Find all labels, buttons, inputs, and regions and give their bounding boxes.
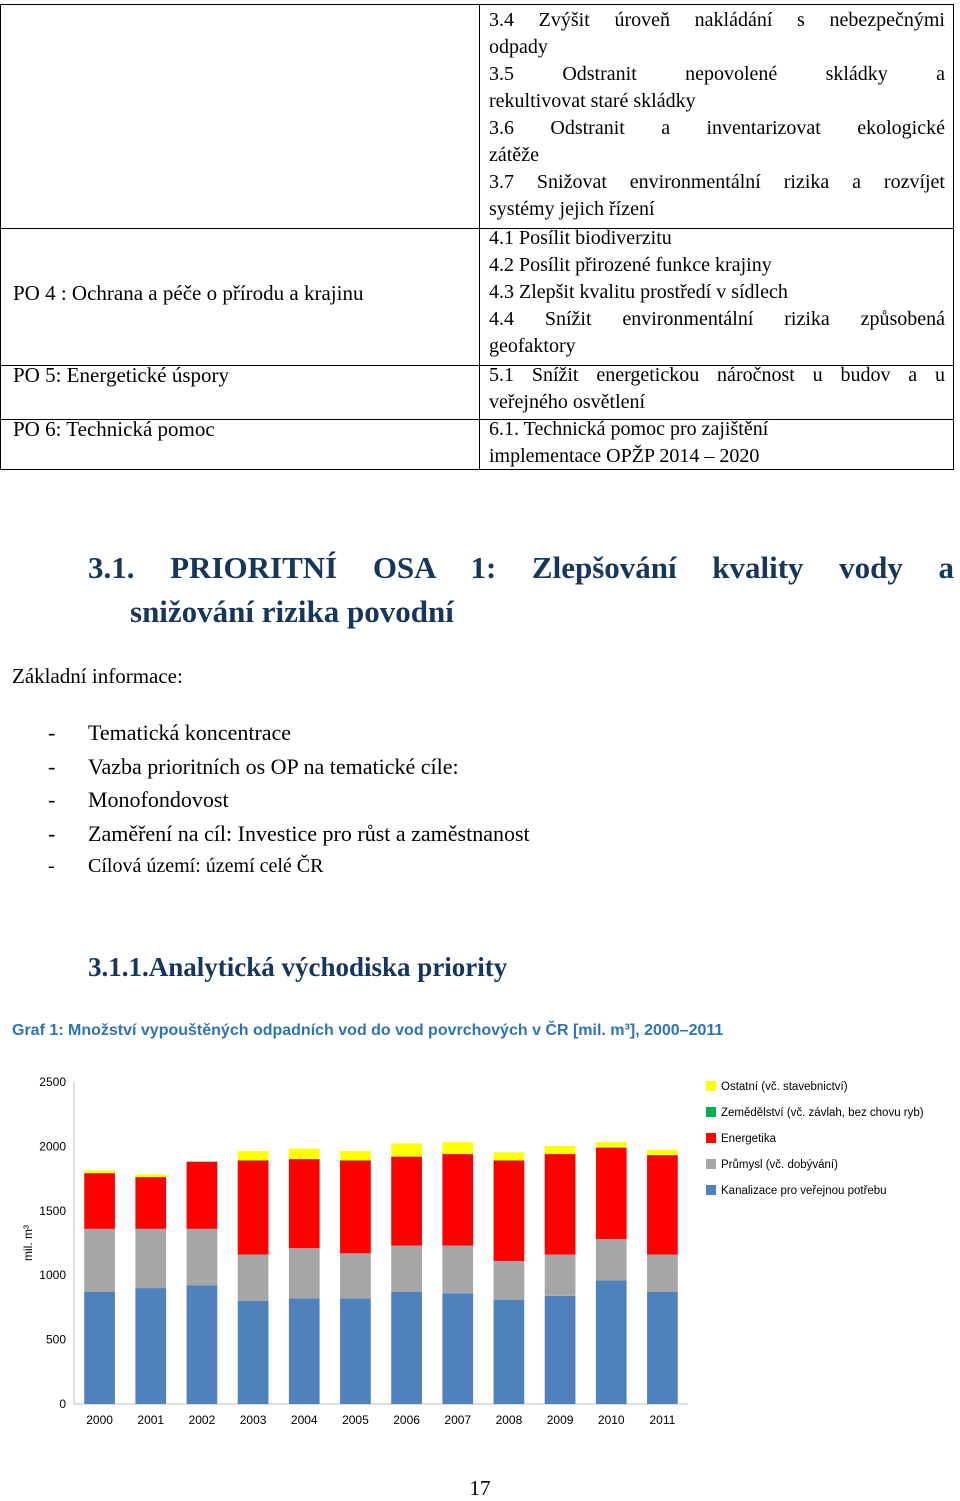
legend-label: Zemědělství (vč. závlah, bez chovu ryb) bbox=[721, 1107, 924, 1119]
bar-segment bbox=[187, 1229, 218, 1286]
bar-segment bbox=[340, 1253, 371, 1298]
bar-segment bbox=[494, 1152, 525, 1160]
section-heading bbox=[88, 546, 954, 634]
bar-segment bbox=[391, 1143, 422, 1156]
bar-segment bbox=[442, 1154, 473, 1245]
bar-segment bbox=[238, 1161, 269, 1255]
legend-label: Ostatní (vč. stavebnictví) bbox=[721, 1081, 848, 1093]
bar-segment bbox=[187, 1162, 218, 1229]
bar-segment bbox=[647, 1155, 678, 1254]
bar-segment bbox=[647, 1150, 678, 1155]
table-cell-line: 3.5 Odstranit nepovolené skládky a bbox=[489, 61, 945, 88]
bar-segment bbox=[596, 1239, 627, 1280]
table-cell-line: geofaktory bbox=[489, 333, 945, 360]
bar-segment bbox=[289, 1149, 320, 1159]
legend-swatch bbox=[706, 1081, 716, 1091]
bar-segment bbox=[340, 1151, 371, 1160]
x-tick-label: 2008 bbox=[496, 1413, 523, 1427]
x-tick-label: 2004 bbox=[291, 1413, 318, 1427]
table-cell-line: systémy jejich řízení bbox=[489, 196, 945, 223]
bar-segment bbox=[596, 1148, 627, 1239]
table-cell-line: 4.3 Zlepšit kvalitu prostředí v sídlech bbox=[489, 279, 945, 306]
basic-info-label: Základní informace: bbox=[12, 664, 183, 689]
bar-segment bbox=[545, 1146, 576, 1154]
bar-segment bbox=[442, 1142, 473, 1154]
table-cell-line: 4.1 Posílit biodiverzitu bbox=[489, 225, 945, 252]
list-item bbox=[48, 850, 530, 884]
table-cell-line: zátěže bbox=[489, 142, 945, 169]
bar-segment bbox=[187, 1286, 218, 1404]
bar-segment bbox=[84, 1229, 115, 1292]
legend-swatch bbox=[706, 1107, 716, 1117]
list-item bbox=[48, 716, 530, 750]
x-tick-label: 2001 bbox=[137, 1413, 164, 1427]
x-tick-label: 2005 bbox=[342, 1413, 369, 1427]
table-cell-measures-po5 bbox=[489, 362, 945, 416]
subsection-heading: 3.1.1.Analytická východiska priority bbox=[88, 952, 507, 983]
bar-segment bbox=[289, 1159, 320, 1248]
bar-segment bbox=[494, 1161, 525, 1261]
table-cell-line: 3.6 Odstranit a inventarizovat ekologické bbox=[489, 115, 945, 142]
y-tick-label: 0 bbox=[59, 1397, 66, 1411]
bar-segment bbox=[391, 1292, 422, 1404]
y-axis-label: mil. m³ bbox=[21, 1225, 35, 1261]
table-cell-po6: PO 6: Technická pomoc bbox=[13, 415, 215, 443]
list-item-text: Vazba prioritních os OP na tematické cíle: bbox=[88, 754, 459, 779]
bar-segment bbox=[84, 1292, 115, 1404]
x-tick-label: 2000 bbox=[86, 1413, 113, 1427]
bar-segment bbox=[545, 1154, 576, 1254]
page-number: 17 bbox=[0, 1476, 960, 1501]
bar-segment bbox=[84, 1173, 115, 1228]
x-tick-label: 2002 bbox=[189, 1413, 216, 1427]
x-tick-label: 2010 bbox=[598, 1413, 625, 1427]
x-tick-label: 2009 bbox=[547, 1413, 574, 1427]
bar-segment bbox=[84, 1170, 115, 1173]
bar-segment bbox=[289, 1298, 320, 1404]
bar-segment bbox=[494, 1300, 525, 1404]
legend-label: Kanalizace pro veřejnou potřebu bbox=[721, 1185, 887, 1197]
x-tick-label: 2006 bbox=[393, 1413, 420, 1427]
bar-segment bbox=[135, 1177, 166, 1229]
table-cell-line: 4.2 Posílit přirozené funkce krajiny bbox=[489, 252, 945, 279]
legend-label: Průmysl (vč. dobývání) bbox=[721, 1159, 838, 1171]
bar-segment bbox=[289, 1248, 320, 1298]
y-tick-label: 2000 bbox=[39, 1139, 66, 1153]
table-cell-line: 5.1 Snížit energetickou náročnost u budov a u bbox=[489, 362, 945, 389]
bar-segment bbox=[596, 1142, 627, 1147]
bar-segment bbox=[494, 1261, 525, 1300]
table-cell-line: 6.1. Technická pomoc pro zajištění bbox=[489, 416, 945, 443]
y-tick-label: 1500 bbox=[39, 1204, 66, 1218]
legend-swatch bbox=[706, 1133, 716, 1143]
bar-segment bbox=[545, 1255, 576, 1296]
bar-segment bbox=[647, 1255, 678, 1292]
priority-axes-table bbox=[0, 4, 954, 470]
bar-segment bbox=[391, 1157, 422, 1246]
list-item-text: Zaměření na cíl: Investice pro růst a zaměstnanost bbox=[88, 821, 530, 846]
list-dash: - bbox=[48, 750, 55, 784]
table-cell-line: veřejného osvětlení bbox=[489, 389, 945, 416]
table-cell-measures-po3 bbox=[489, 7, 945, 223]
list-dash: - bbox=[48, 850, 55, 884]
bar-segment bbox=[596, 1280, 627, 1404]
table-column-divider bbox=[479, 5, 480, 469]
table-cell-line: rekultivovat staré skládky bbox=[489, 88, 945, 115]
bar-segment bbox=[135, 1229, 166, 1288]
bar-segment bbox=[135, 1288, 166, 1404]
table-cell-line: implementace OPŽP 2014 – 2020 bbox=[489, 443, 945, 470]
table-cell-po5: PO 5: Energetické úspory bbox=[13, 361, 229, 389]
legend-swatch bbox=[706, 1159, 716, 1169]
list-item-text: Tematická koncentrace bbox=[88, 720, 291, 745]
section-heading-line2: snižování rizika povodní bbox=[88, 590, 954, 634]
table-cell-line: 4.4 Snížit environmentální rizika způsobená bbox=[489, 306, 945, 333]
bar-segment bbox=[238, 1255, 269, 1301]
basic-info-list bbox=[48, 716, 530, 884]
x-tick-label: 2007 bbox=[444, 1413, 471, 1427]
list-item bbox=[48, 817, 530, 851]
table-cell-line: odpady bbox=[489, 34, 945, 61]
y-tick-label: 2500 bbox=[39, 1075, 66, 1089]
bar-segment bbox=[238, 1301, 269, 1404]
legend-label: Energetika bbox=[721, 1133, 777, 1145]
list-item-text: Cílová území: území celé ČR bbox=[88, 855, 324, 877]
wastewater-chart bbox=[18, 1066, 950, 1438]
bar-segment bbox=[647, 1292, 678, 1404]
list-item bbox=[48, 750, 530, 784]
section-heading-line1: 3.1. PRIORITNÍ OSA 1: Zlepšování kvality vody a bbox=[88, 546, 954, 590]
bar-segment bbox=[135, 1174, 166, 1177]
y-tick-label: 500 bbox=[46, 1333, 66, 1347]
bar-segment bbox=[238, 1151, 269, 1160]
bar-segment bbox=[545, 1296, 576, 1404]
x-tick-label: 2011 bbox=[650, 1413, 676, 1427]
table-cell-measures-po6 bbox=[489, 416, 945, 470]
legend-swatch bbox=[706, 1185, 716, 1195]
list-dash: - bbox=[48, 783, 55, 817]
bar-segment bbox=[442, 1293, 473, 1404]
list-dash: - bbox=[48, 817, 55, 851]
table-cell-line: 3.7 Snižovat environmentální rizika a rozvíjet bbox=[489, 169, 945, 196]
list-item-text: Monofondovost bbox=[88, 787, 229, 812]
list-item bbox=[48, 783, 530, 817]
bar-segment bbox=[391, 1246, 422, 1292]
table-cell-measures-po4 bbox=[489, 225, 945, 360]
graph-caption: Graf 1: Množství vypouštěných odpadních vod do vod povrchových v ČR [mil. m³], 2000–2011 bbox=[12, 1022, 723, 1040]
list-dash: - bbox=[48, 716, 55, 750]
x-tick-label: 2003 bbox=[240, 1413, 267, 1427]
bar-segment bbox=[340, 1161, 371, 1254]
bar-segment bbox=[340, 1298, 371, 1404]
table-cell-line: 3.4 Zvýšit úroveň nakládání s nebezpečnými bbox=[489, 7, 945, 34]
y-tick-label: 1000 bbox=[39, 1268, 66, 1282]
chart-svg bbox=[18, 1066, 950, 1438]
table-cell-po4: PO 4 : Ochrana a péče o přírodu a krajinu bbox=[13, 279, 363, 307]
bar-segment bbox=[442, 1246, 473, 1294]
